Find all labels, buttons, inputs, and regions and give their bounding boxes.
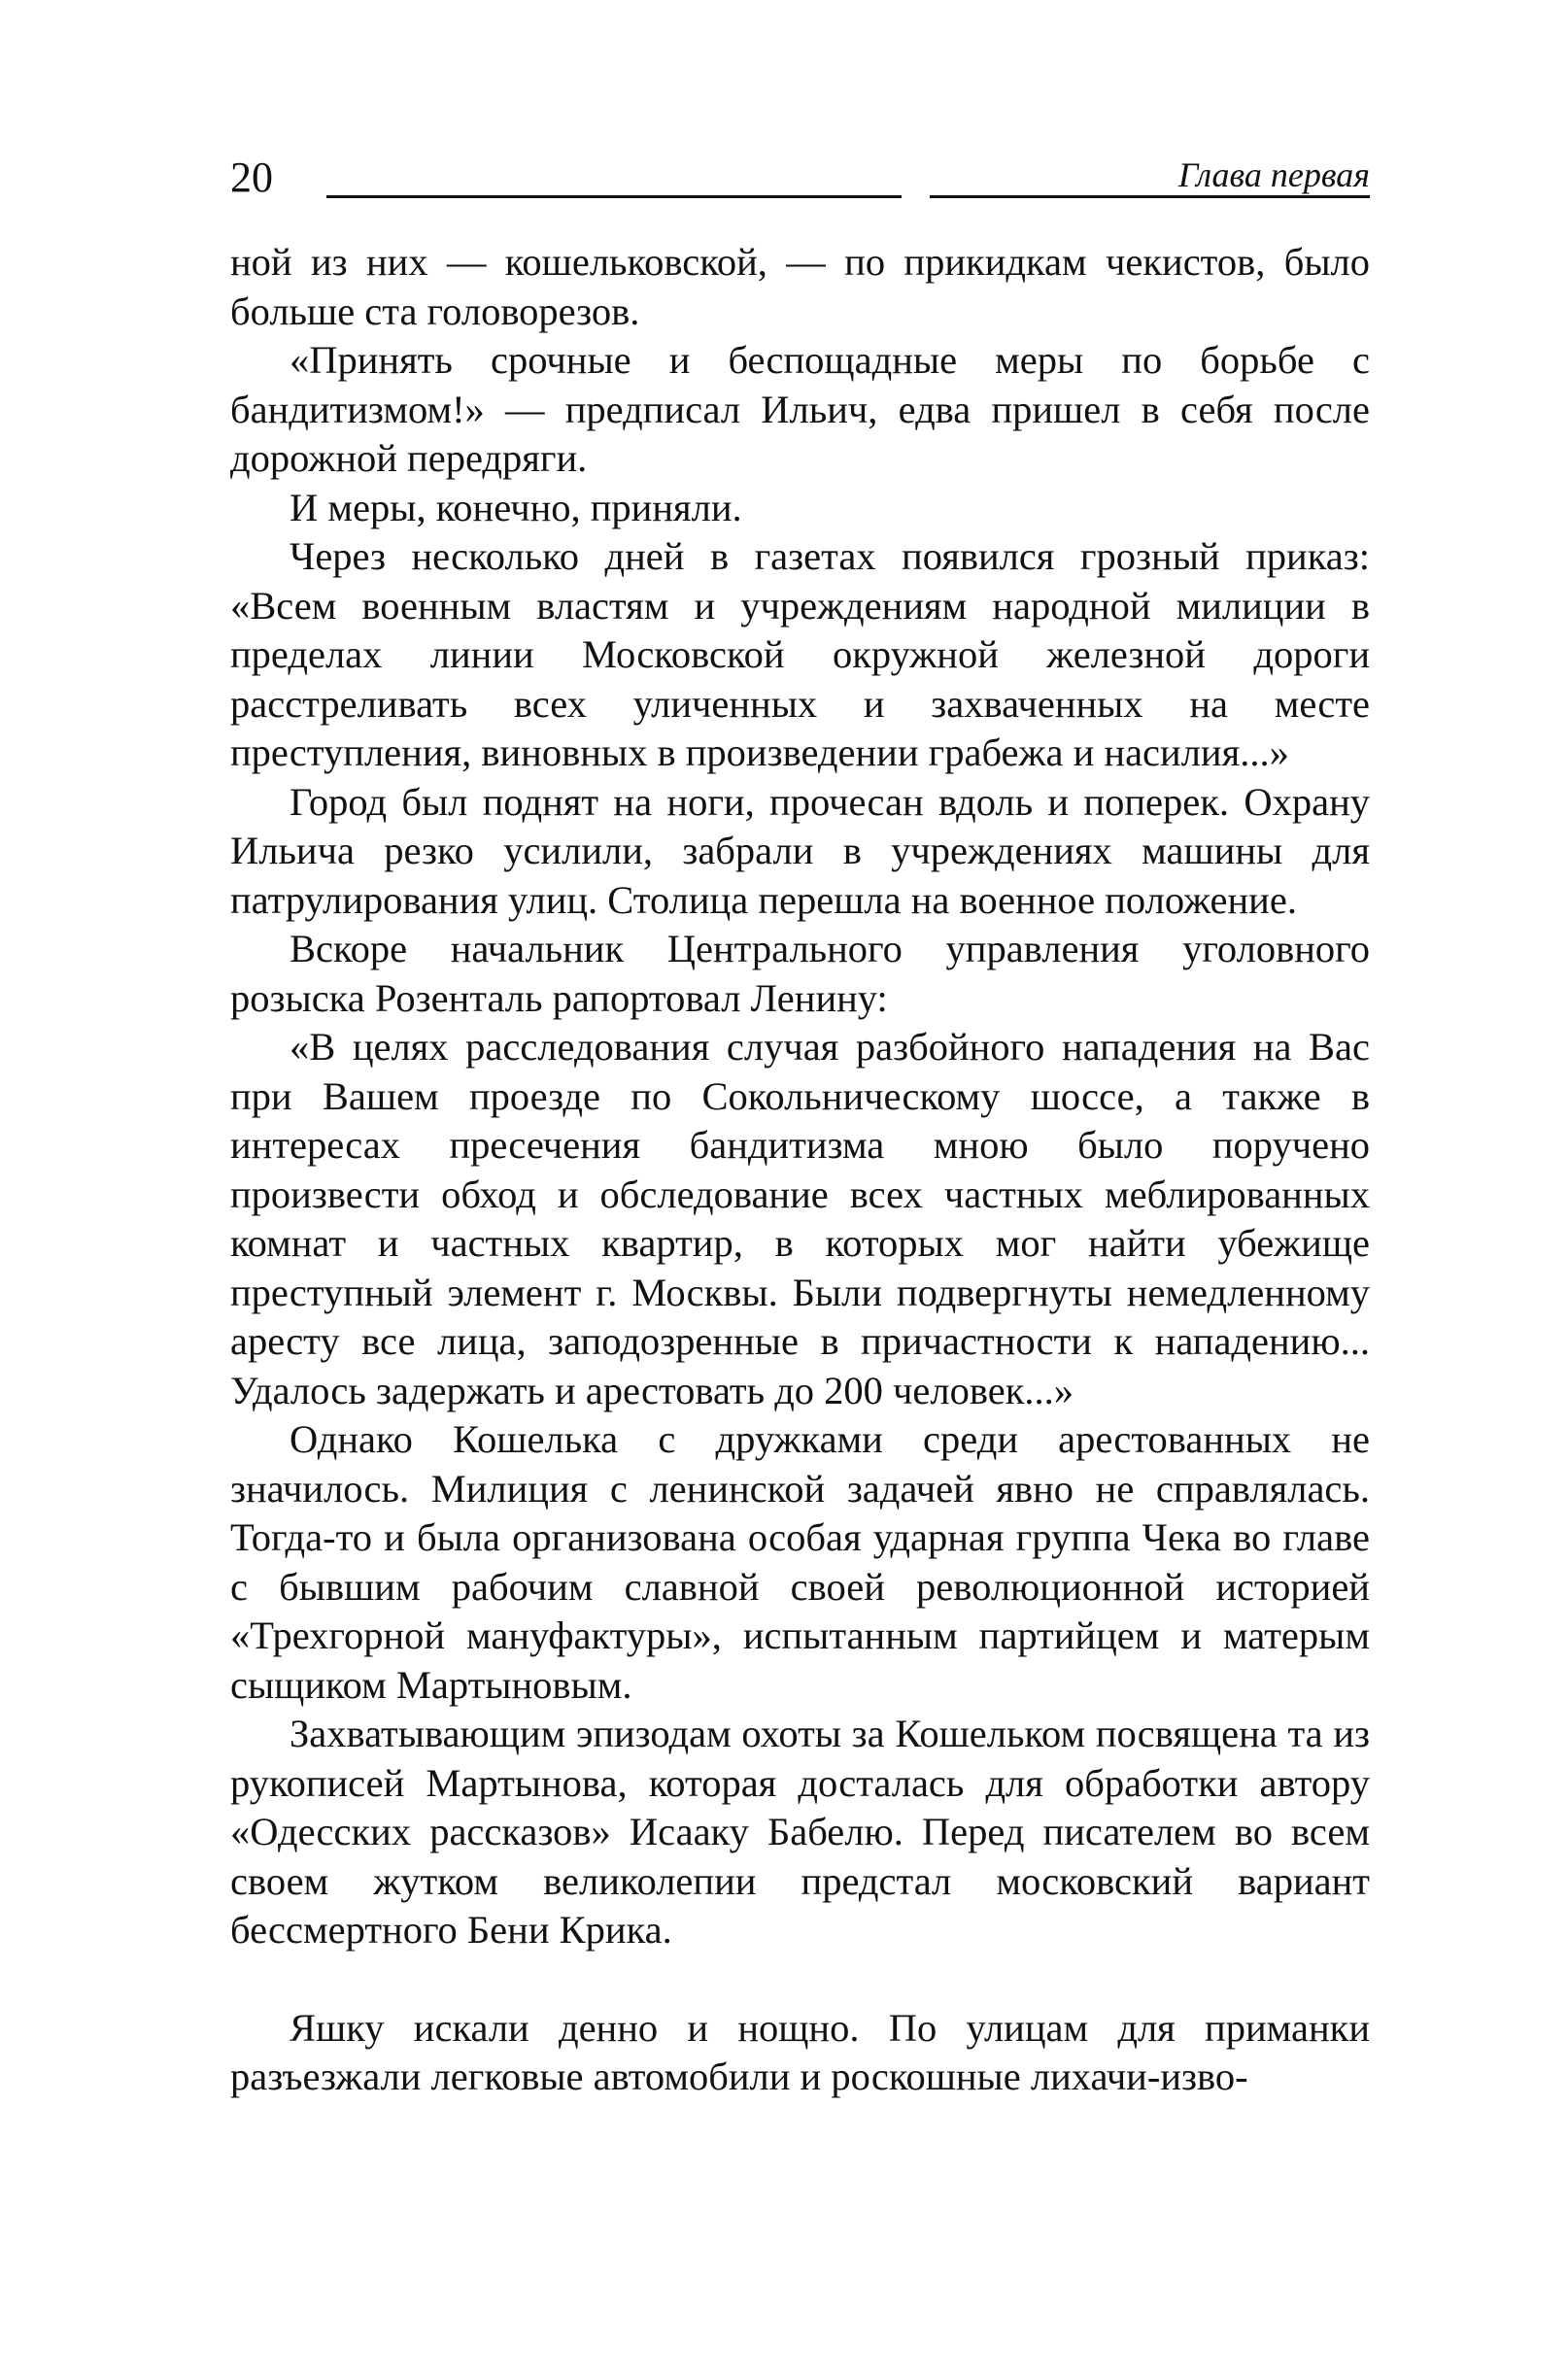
header-rule bbox=[930, 195, 1370, 198]
paragraph: Яшку искали денно и нощно. По улицам для приманки разъезжали легковые автомобили и роскошные лихачи-изво- bbox=[230, 2005, 1370, 2098]
paragraph: «Принять срочные и беспощадные меры по борьбе с бандитизмом!» — предписал Ильич, едва пришел в себя после дорожной передряги. bbox=[230, 338, 1370, 480]
paragraph: Захватывающим эпизодам охоты за Кошельком посвящена та из рукописей Мартынова, которая досталась для обработки автору «Одесских рассказов» Исааку Бабелю. Перед писателем во всем своем жутком великолепии предстал московский вариант бессмертного Бени Крика. bbox=[230, 1712, 1370, 1952]
paragraph: Однако Кошелька с дружками среди арестованных не значилось. Милиция с ленинской задачей явно не справлялась. Тогда-то и была организована особая ударная группа Чека во главе с бывшим рабочим славной своей революционной историей «Трехгорной мануфактуры», испытанным партийцем и матерым сыщиком Мартыновым. bbox=[230, 1417, 1370, 1707]
page-number: 20 bbox=[230, 153, 273, 201]
paragraph: Через несколько дней в газетах появился грозный приказ: «Всем военным властям и учреждениям народной милиции в пределах линии Московской окружной железной дороги расстреливать всех уличенных и захваченных на месте преступления, виновных в произведении грабежа и насилия...» bbox=[230, 534, 1370, 774]
body-text bbox=[230, 238, 1370, 2102]
paragraph: ной из них — кошельковской, — по прикидкам чекистов, было больше ста головорезов. bbox=[230, 240, 1370, 333]
chapter-title: Глава первая bbox=[1177, 155, 1370, 194]
paragraph: Город был поднят на ноги, прочесан вдоль и поперек. Охрану Ильича резко усилили, забрали в учреждениях машины для патрулирования улиц. Столица перешла на военное положение. bbox=[230, 779, 1370, 922]
header-rule bbox=[326, 195, 902, 198]
running-header bbox=[230, 146, 1370, 214]
paragraph: И меры, конечно, приняли. bbox=[290, 485, 742, 529]
quoted-report-paragraph: «В целях расследования случая разбойного нападения на Вас при Вашем проезде по Сокольническому шоссе, а также в интересах пресечения бандитизма мною было поручено произвести обход и обследование всех частных меблированных комнат и частных квартир, в которых мог найти убежище преступный элемент г. Москвы. Были подвергнуты немедленному аресту все лица, заподозренные в причастности к нападению... Удалось задержать и арестовать до 200 человек...» bbox=[230, 1025, 1370, 1412]
paragraph: Вскоре начальник Центрального управления уголовного розыска Розенталь рапортовал Ленину: bbox=[230, 927, 1370, 1020]
